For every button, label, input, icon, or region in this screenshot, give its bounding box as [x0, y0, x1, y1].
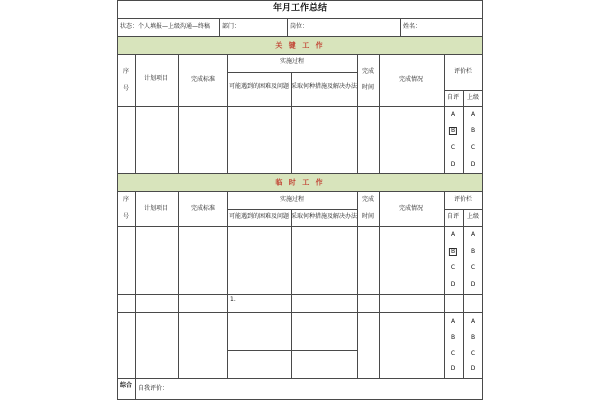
- superior-eval-header: 上级: [466, 94, 480, 101]
- status-header: 完成情况: [398, 205, 424, 212]
- grade-option[interactable]: A: [450, 111, 456, 118]
- grade-option[interactable]: B: [470, 334, 476, 341]
- grade-option[interactable]: D: [450, 365, 456, 372]
- page-title: 年月工作总结: [272, 3, 328, 14]
- self-evaluation-field[interactable]: 自我评价：: [138, 385, 169, 392]
- grade-option[interactable]: A: [470, 111, 476, 118]
- eval-header: 评价栏: [453, 196, 473, 203]
- difficulty-header: 可能遇到的困难及问题: [228, 213, 290, 220]
- grade-option[interactable]: A: [470, 318, 476, 325]
- grade-option[interactable]: C: [470, 144, 476, 151]
- grade-option[interactable]: D: [450, 161, 456, 168]
- standard-header: 完成标准: [190, 76, 216, 83]
- grade-option-selected[interactable]: B: [450, 248, 456, 255]
- temp-work-title: 临 时 工 作: [275, 178, 325, 187]
- process-header: 实施过程: [279, 58, 305, 65]
- self-eval-header: 自评: [446, 94, 460, 101]
- grade-option[interactable]: D: [470, 161, 476, 168]
- grade-option[interactable]: C: [470, 350, 476, 357]
- time-header-a: 完成: [361, 196, 375, 203]
- grade-option[interactable]: B: [470, 248, 476, 255]
- plan-header: 计划项目: [143, 75, 169, 82]
- superior-eval-header: 上级: [466, 213, 480, 220]
- time-header-b: 时间: [361, 213, 375, 220]
- time-header-a: 完成: [361, 68, 375, 75]
- grade-option[interactable]: B: [470, 127, 476, 134]
- self-eval-header: 自评: [446, 213, 460, 220]
- grade-option[interactable]: B: [450, 334, 456, 341]
- measures-header: 采取何种措施及解决办法: [290, 83, 358, 90]
- difficulty-header: 可能遇到的困难及问题: [228, 83, 290, 90]
- measures-header: 采取何种措施及解决办法: [290, 213, 358, 220]
- key-work-title: 关 键 工 作: [275, 41, 325, 50]
- summary-label: 综合: [119, 382, 133, 389]
- grade-option[interactable]: A: [450, 318, 456, 325]
- grade-option[interactable]: A: [470, 231, 476, 238]
- grade-option[interactable]: C: [450, 350, 456, 357]
- grade-option[interactable]: D: [470, 281, 476, 288]
- work-summary-sheet: [117, 0, 483, 400]
- seq-header-b: 号: [122, 85, 130, 92]
- dept-field[interactable]: 部门：: [222, 23, 241, 30]
- status-header: 完成情况: [398, 76, 424, 83]
- seq-header-a: 序: [122, 68, 130, 75]
- plan-header: 计划项目: [143, 205, 169, 212]
- note-item: 1.: [230, 296, 236, 303]
- grade-option[interactable]: C: [450, 144, 456, 151]
- position-field[interactable]: 岗位：: [290, 23, 309, 30]
- time-header-b: 时间: [361, 84, 375, 91]
- process-header: 实施过程: [279, 196, 305, 203]
- eval-header: 评价栏: [453, 68, 473, 75]
- seq-header-a: 序: [122, 196, 130, 203]
- grade-option-selected[interactable]: B: [450, 127, 456, 134]
- grade-option[interactable]: A: [450, 231, 456, 238]
- name-field[interactable]: 姓名：: [403, 23, 422, 30]
- grade-option[interactable]: D: [450, 281, 456, 288]
- grade-option[interactable]: C: [450, 264, 456, 271]
- grade-option[interactable]: D: [470, 365, 476, 372]
- grade-option[interactable]: C: [470, 264, 476, 271]
- standard-header: 完成标准: [190, 205, 216, 212]
- status-field: 状态：个人填报—上级沟通—终稿: [120, 23, 211, 30]
- seq-header-b: 号: [122, 213, 130, 220]
